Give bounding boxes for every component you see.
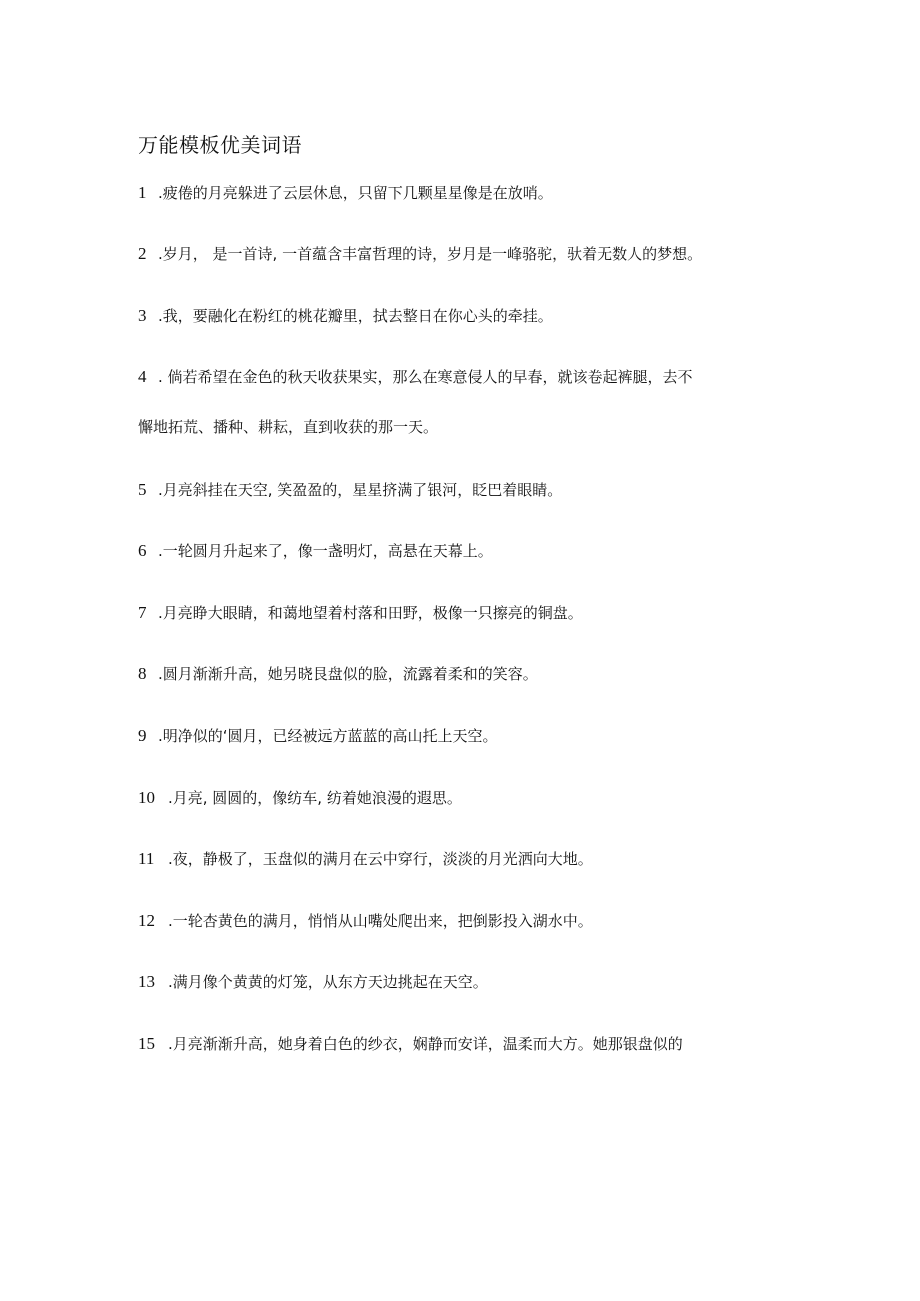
list-item bbox=[138, 787, 462, 809]
item-number: 2 bbox=[138, 244, 147, 263]
item-text: .明净似的‘圆月，已经被远方蓝蓝的高山托上天空。 bbox=[158, 727, 498, 745]
item-number: 6 bbox=[138, 541, 147, 560]
item-text: .岁月， 是一首诗, 一首蕴含丰富哲理的诗，岁月是一峰骆驼，驮着无数人的梦想。 bbox=[158, 245, 703, 263]
list-item bbox=[138, 663, 538, 685]
item-text: .满月像个黄黄的灯笼，从东方天边挑起在天空。 bbox=[168, 973, 488, 991]
item-text: .月亮, 圆圆的，像纺车, 纺着她浪漫的遐思。 bbox=[168, 789, 462, 807]
item-number: 5 bbox=[138, 480, 147, 499]
list-item bbox=[138, 243, 702, 265]
item-number: 10 bbox=[138, 788, 155, 807]
item-number: 15 bbox=[138, 1034, 155, 1053]
item-text: .疲倦的月亮躲进了云层休息，只留下几颗星星像是在放哨。 bbox=[158, 184, 553, 202]
list-item-continuation bbox=[138, 416, 438, 438]
item-number: 12 bbox=[138, 911, 155, 930]
item-text: . 倘若希望在金色的秋天收获果实，那么在寒意侵人的早春，就该卷起裤腿，去不 bbox=[158, 368, 693, 386]
item-number: 4 bbox=[138, 367, 147, 386]
item-text: .一轮杏黄色的满月，悄悄从山嘴处爬出来，把倒影投入湖水中。 bbox=[168, 912, 593, 930]
item-number: 13 bbox=[138, 972, 155, 991]
list-item bbox=[138, 366, 693, 388]
item-text: .圆月渐渐升高，她另晓艮盘似的脸，流露着柔和的笑容。 bbox=[158, 665, 538, 683]
list-item bbox=[138, 971, 488, 993]
item-text: .月亮睁大眼睛，和蔼地望着村落和田野，极像一只擦亮的铜盘。 bbox=[158, 604, 583, 622]
list-item bbox=[138, 725, 498, 747]
list-item bbox=[138, 540, 493, 562]
item-text: .月亮斜挂在天空, 笑盈盈的，星星挤满了银河，眨巴着眼睛。 bbox=[158, 481, 563, 499]
item-text: .一轮圆月升起来了，像一盏明灯，高悬在天幕上。 bbox=[158, 542, 493, 560]
item-text: .我，要融化在粉红的桃花瓣里，拭去整日在你心头的牵挂。 bbox=[158, 307, 553, 325]
page-title: 万能模板优美词语 bbox=[138, 133, 302, 157]
item-number: 11 bbox=[138, 849, 155, 868]
list-item bbox=[138, 1033, 683, 1055]
item-number: 7 bbox=[138, 603, 147, 622]
list-item bbox=[138, 910, 593, 932]
item-text: .夜，静极了，玉盘似的满月在云中穿行，淡淡的月光洒向大地。 bbox=[168, 850, 593, 868]
item-text: .月亮渐渐升高，她身着白色的纱衣，娴静而安详，温柔而大方。她那银盘似的 bbox=[168, 1035, 683, 1053]
item-number: 1 bbox=[138, 183, 147, 202]
list-item bbox=[138, 182, 553, 204]
item-number: 3 bbox=[138, 306, 147, 325]
item-text: 懈地拓荒、播种、耕耘，直到收获的那一天。 bbox=[138, 418, 439, 436]
list-item bbox=[138, 602, 583, 624]
list-item bbox=[138, 479, 562, 501]
list-item bbox=[138, 305, 553, 327]
item-number: 9 bbox=[138, 726, 147, 745]
list-item bbox=[138, 848, 593, 870]
item-number: 8 bbox=[138, 664, 147, 683]
